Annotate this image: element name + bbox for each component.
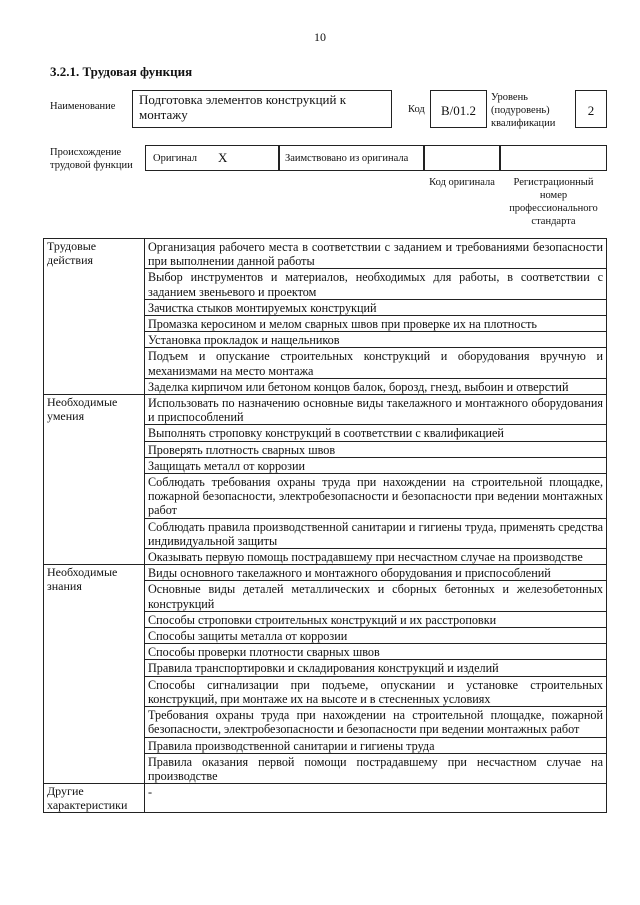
code-value: B/01.2: [440, 103, 477, 118]
section-item: Правила транспортировки и складирования конструкций и изделий: [145, 660, 607, 676]
name-value: Подготовка элементов конструкций к монтажу: [139, 92, 347, 122]
section-item: Требования охраны труда при нахождении на строительной площадке, пожарной безопасности, электробезопасности и безопасности при ведении монтажных работ: [145, 707, 607, 737]
section-item: Виды основного такелажного и монтажного оборудования и приспособлений: [145, 565, 607, 581]
table-row: [44, 395, 607, 425]
section-item: Соблюдать требования охраны труда при нахождении на строительной площадке, пожарной безопасности, электробезопасности и безопасности при ведении монтажных работ: [145, 474, 607, 519]
section-item: Способы проверки плотности сварных швов: [145, 644, 607, 660]
level-label: Уровень (подуровень) квалификации: [491, 92, 556, 129]
function-table: [43, 238, 607, 813]
section-item: Способы сигнализации при подъеме, опускании и установке строительных конструкций, при монтаже их на высоте и в стесненных условиях: [145, 676, 607, 706]
origin-code-field: [424, 145, 500, 171]
original-field: [145, 145, 279, 171]
code-label: Код: [408, 104, 425, 115]
section-title: Трудовые действия: [44, 239, 145, 395]
origin-label: Происхождение трудовой функции: [50, 147, 133, 171]
section-title: Другие характеристики: [44, 784, 145, 813]
section-item: Выбор инструментов и материалов, необходимых для работы, в соответствии с заданием звеньевого и проектом: [145, 269, 607, 299]
level-field: [575, 90, 607, 128]
page-number: 10: [314, 30, 326, 44]
section-item: Способы строповки строительных конструкций и их расстроповки: [145, 611, 607, 627]
origin-code-caption: Код оригинала: [429, 177, 495, 188]
section-item: Правила производственной санитарии и гигиены труда: [145, 737, 607, 753]
name-field: [132, 90, 392, 128]
original-label: Оригинал: [153, 153, 197, 164]
name-label: Наименование: [50, 101, 116, 112]
table-row: [44, 784, 607, 813]
section-item: Зачистка стыков монтируемых конструкций: [145, 299, 607, 315]
section-item: Правила оказания первой помощи пострадавшему при несчастном случае на производстве: [145, 753, 607, 783]
section-title: Необходимые умения: [44, 395, 145, 565]
section-item: Оказывать первую помощь пострадавшему при несчастном случае на производстве: [145, 549, 607, 565]
section-item: Использовать по назначению основные виды такелажного и монтажного оборудования и приспособлений: [145, 395, 607, 425]
table-row: [44, 239, 607, 269]
function-table-body: [44, 239, 607, 813]
borrowed-field: [279, 145, 424, 171]
section-item: Соблюдать правила производственной санитарии и гигиены труда, применять средства индивидуальной защиты: [145, 518, 607, 548]
level-value: 2: [587, 103, 595, 118]
section-item: Заделка кирпичом или бетоном концов балок, борозд, гнезд, выбоин и отверстий: [145, 378, 607, 394]
section-item: Подъем и опускание строительных конструкций и оборудования вручную и механизмами на место монтажа: [145, 348, 607, 378]
section-item: Организация рабочего места в соответствии с заданием и требованиями безопасности при выполнении данной работы: [145, 239, 607, 269]
section-item: Выполнять строповку конструкций в соответствии с квалификацией: [145, 425, 607, 441]
borrowed-label: Заимствовано из оригинала: [285, 153, 409, 164]
section-item: Защищать металл от коррозии: [145, 457, 607, 473]
section-item: -: [145, 784, 607, 813]
section-item: Основные виды деталей металлических и сборных бетонных и железобетонных конструкций: [145, 581, 607, 611]
reg-number-caption: Регистрационный номер профессионального стандарта: [509, 177, 598, 227]
section-title: Необходимые знания: [44, 565, 145, 784]
original-mark: X: [218, 150, 228, 165]
reg-number-field: [500, 145, 607, 171]
code-field: [430, 90, 487, 128]
section-item: Установка прокладок и нащельников: [145, 332, 607, 348]
section-item: Промазка керосином и мелом сварных швов при проверке их на плотность: [145, 316, 607, 332]
table-row: [44, 565, 607, 581]
section-heading: 3.2.1. Трудовая функция: [50, 64, 193, 79]
section-item: Проверять плотность сварных швов: [145, 441, 607, 457]
section-item: Способы защиты металла от коррозии: [145, 628, 607, 644]
